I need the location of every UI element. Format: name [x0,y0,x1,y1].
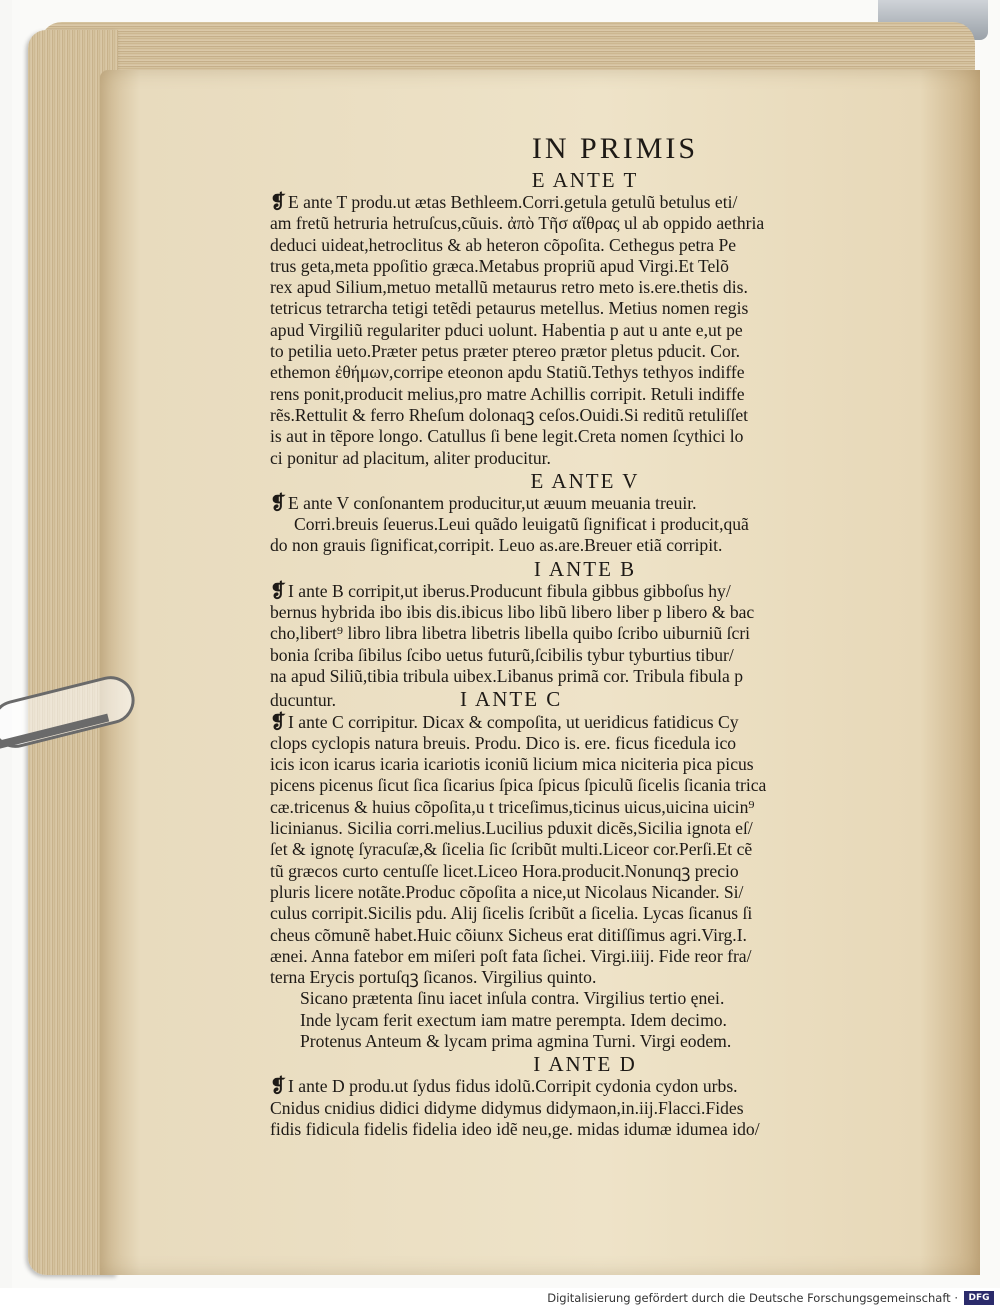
section-heading: I ANTE D [533,1052,637,1077]
text-line: culus corripit.Sicilis pdu. Alij ſicelis ſcribũt a ſicelia. Lycas ſicanus ſi [270,903,753,924]
text-line: ci ponitur ad placitum, aliter producitur. [270,447,551,468]
text-line: bonia ſcriba ſibilus ſcibo uetus futurũ,ſcibilis tybur tyburtius tibur/ [270,644,734,665]
text-line: ❡ E ante T produ.ut ætas Bethleem.Corri.getula getulũ betulus eti/ [270,192,738,213]
text-line: trus geta,meta ppoſitio græca.Metabus propriũ apud Virgi.Et Telõ [270,255,729,276]
text-line: ❡ E ante V conſonantem producitur,ut æuum meuania treuir. [270,492,697,514]
text-line: clops cyclopis natura breuis. Produ. Dico is. ere. ficus ficedula ico [270,732,737,753]
text-line: deduci uideat,hetroclitus & ab heteron cõpoſita. Cethegus petra Pe [270,234,737,255]
paragraph-mark-icon: ❡ [270,492,286,514]
section-heading: E ANTE T [531,168,639,192]
text-line: ❡ I ante C corripitur. Dicax & compoſita, ut ueridicus fatidicus Cy [270,711,739,733]
paragraph-mark-icon: ❡ [270,1076,286,1098]
text-line: bernus hybrida ibo ibis dis.ibicus libo libũ libero liber p libero & bac [270,602,755,623]
text-line: am fretũ hetruria hetruſcus,cũuis. ἀπὸ Τῆσ αἴθρας ul ab oppido aethria [270,213,765,234]
verse-line: Sicano prætenta ſinu iacet inſula contra. Virgilius tertio ęnei. [300,988,725,1009]
text-line: tũ græcos curto centuſſe licet.Liceo Hora.producit.Nonunqꝫ precio [270,860,739,881]
text-line: rẽs.Rettulit & ferro Rheſum dolonaqꝫ ceſos.Ouidi.Si reditũ retuliſſet [270,404,749,425]
text-line: to petilia ueto.Præter petus præter ptereo prætor pletus pducit. Cor. [270,341,741,362]
text-line: tetricus tetrarcha tetigi tetẽdi petaurus metellus. Metius nomen regis [270,298,749,319]
text-line: ethemon ἐθήμων,corripe eteonon apdu Statiũ.Tethys tethyos indiffe [270,362,745,383]
text-line: icis icon icarus icaria icariotis iconiũ licium mica niciteria pica picus [270,754,754,775]
page-stack-top [40,22,975,77]
text-line: na apud Siliũ,tibia tribula uibex.Libanus primã cor. Tribula fibula p [270,665,744,686]
text-line: ❡ I ante B corripit,ut iberus.Producunt fibula gibbus gibboſus hy/ [270,580,731,602]
paragraph-mark-icon: ❡ [270,580,286,602]
text-line: Cnidus cnidius didici didyme didymus didymaon,in.iij.Flacci.Fides [270,1097,744,1118]
text-line: ducuntur. [270,690,336,711]
text-line: cheus cõmunẽ habet.Huic cõiunx Sicheus erat ditiſſimus agri.Virg.I. [270,924,747,945]
footer-bar [0,1288,1000,1309]
text-line: Corri.breuis ſeuerus.Leui quãdo leuigatũ ſignificat i producit,quã [294,514,749,535]
text-line: cho,libert⁹ libro libra libetra libetris libella quibo ſcribo uiburniũ ſcri [270,623,751,644]
paragraph-mark-icon: ❡ [270,711,286,733]
text-line: licinianus. Sicilia corri.melius.Lucilius pduxit dicẽs,Sicilia ignota eſ/ [270,818,753,839]
text-line: picens picenus ſicut ſica ſicarius ſpica ſpicus ſpiculũ ſicelis ſicania trica [270,775,767,796]
dfg-logo: DFG [964,1291,994,1305]
paragraph-mark-icon: ❡ [270,192,286,213]
page-text [270,130,900,1140]
text-line: fidis fidicula fidelis fidelia ideo idẽ neu,ge. midas idumæ idumea ido/ [270,1118,760,1139]
verse-line: Protenus Anteum & lycam prima agmina Turni. Virgi eodem. [300,1030,732,1051]
text-line: ſet & ignotę ſyracuſæ,& ſicelia ſic ſcribũt multi.Liceor cor.Perſi.Et cẽ [270,839,753,860]
text-line: do non grauis ſignificat,corripit. Leuo as.are.Breuer etiã corripit. [270,535,723,556]
text-line: rex apud Silium,metuo metallũ metaurus retro meto is.ere.thetis dis. [270,277,748,298]
verse-line: Inde lycam ferit exectum iam matre perempta. Idem decimo. [300,1009,727,1030]
footer-credit: Digitalisierung gefördert durch die Deutsche Forschungsgemeinschaft · [547,1291,958,1305]
text-line: apud Virgiliũ regulariter pduci uolunt. Habentia p aut u ante e,ut pe [270,319,743,340]
text-line: pluris licere notãte.Produc cõpoſita a nice,ut Nicolaus Nicander. Si/ [270,881,744,902]
text-line: rens ponit,producit melius,pro matre Achillis corripit. Retuli indiffe [270,383,745,404]
section-heading: I ANTE C [459,687,563,712]
text-line: cæ.tricenus & huius cõpoſita,u t triceſimus,ticinus uicus,uicina uicin⁹ [270,796,755,817]
page-title: IN PRIMIS [531,132,699,165]
section-heading: E ANTE V [530,468,640,493]
section-heading: I ANTE B [533,556,637,581]
text-line: ænei. Anna fatebor em miſeri poſt fata ſichei. Virgi.iiij. Fide reor fra/ [270,945,752,966]
text-line: terna Erycis portuſqꝫ ſicanos. Virgilius quinto. [270,967,597,988]
text-line: ❡ I ante D produ.ut ſydus fidus idolũ.Corripit cydonia cydon urbs. [270,1076,738,1098]
text-line: is aut in tẽpore longo. Catullus ſi bene legit.Creta nomen ſcythici lo [270,426,744,447]
